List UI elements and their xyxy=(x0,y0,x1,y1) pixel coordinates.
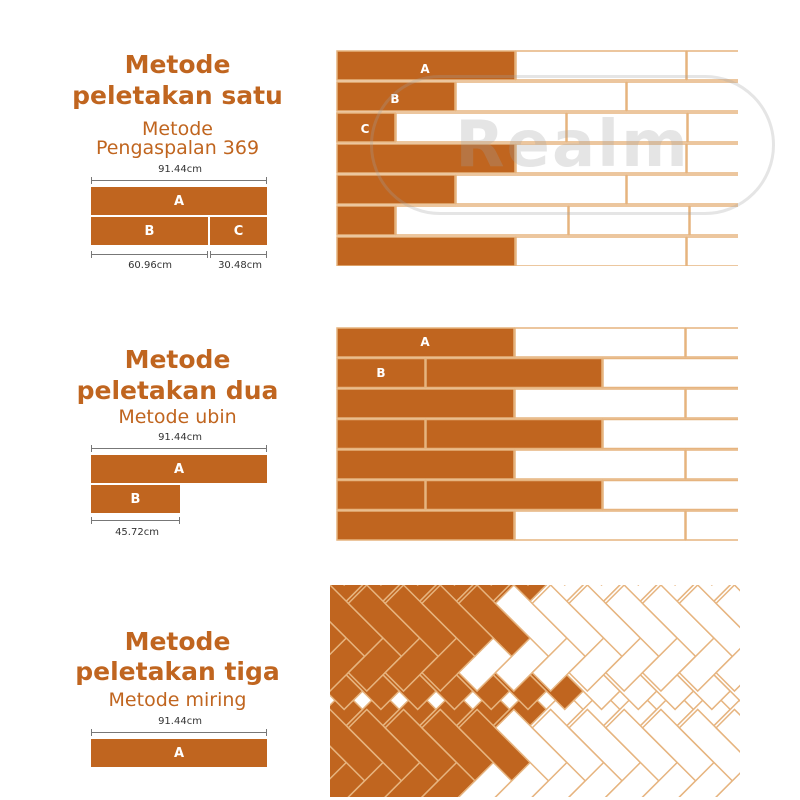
method2-dimline-total xyxy=(91,448,267,449)
white-tile xyxy=(396,206,568,235)
pattern2-label-a: A xyxy=(420,335,430,349)
method2-tile-b: B xyxy=(91,485,180,513)
brown-tile xyxy=(337,481,425,510)
realm-watermark-logo: Realm xyxy=(370,75,775,215)
method2-title-line1: Metode xyxy=(124,345,231,374)
method2-subtitle: Metode ubin xyxy=(118,406,237,428)
method1-dimline-total xyxy=(91,180,267,181)
white-tile xyxy=(516,144,686,173)
brown-tile xyxy=(337,144,515,173)
method1-dim-total: 91.44cm xyxy=(158,164,202,175)
white-tile xyxy=(686,328,738,357)
white-tile xyxy=(396,113,566,142)
white-tile xyxy=(603,420,738,449)
brown-tile xyxy=(337,389,514,418)
method1-dim-b: 60.96cm xyxy=(128,260,172,271)
white-tile xyxy=(516,51,686,80)
pattern1-label-c: C xyxy=(360,122,370,136)
method1-title-line1: Metode xyxy=(124,50,231,79)
white-tile xyxy=(627,82,738,111)
white-tile xyxy=(516,237,686,266)
method2-dim-total: 91.44cm xyxy=(158,432,202,443)
white-tile xyxy=(456,175,626,204)
method3-title-line2: peletakan tiga xyxy=(75,657,280,686)
white-tile xyxy=(687,237,738,266)
white-tile xyxy=(515,328,685,357)
method2-tile-a: A xyxy=(91,455,267,483)
method3-dimline-total xyxy=(91,732,267,733)
white-tile xyxy=(687,144,738,173)
method2-dim-b: 45.72cm xyxy=(115,527,159,538)
white-tile xyxy=(686,389,738,418)
method2-dimline-b xyxy=(91,520,180,521)
method1-tile-a: A xyxy=(91,187,267,215)
method2-title-line2: peletakan dua xyxy=(76,376,279,405)
method1-title-line2: peletakan satu xyxy=(72,81,283,110)
white-tile xyxy=(688,113,738,142)
brown-tile xyxy=(337,175,455,204)
brown-tile xyxy=(337,206,395,235)
method1-tile-b: B xyxy=(91,217,208,245)
white-tile xyxy=(515,511,685,540)
method3-title-line1: Metode xyxy=(124,627,231,656)
white-tile xyxy=(686,511,738,540)
method3-subtitle: Metode miring xyxy=(108,689,247,711)
pattern-369-diagram xyxy=(336,50,738,266)
white-tile xyxy=(603,481,738,510)
white-tile xyxy=(569,206,689,235)
white-tile xyxy=(690,206,738,235)
white-tile xyxy=(567,113,687,142)
pattern1-label-a: A xyxy=(420,62,430,76)
pattern-brick-diagram xyxy=(336,327,738,541)
brown-tile xyxy=(337,237,515,266)
brown-tile xyxy=(337,450,514,479)
white-tile xyxy=(456,82,626,111)
pattern-herringbone-diagram xyxy=(330,585,740,797)
brown-tile xyxy=(337,420,425,449)
method3-tile-a: A xyxy=(91,739,267,767)
pattern1-label-b: B xyxy=(390,92,400,106)
method1-dimline-b xyxy=(91,254,208,255)
brown-tile xyxy=(426,481,602,510)
pattern2-label-b: B xyxy=(376,366,386,380)
white-tile xyxy=(603,359,738,388)
white-tile xyxy=(686,450,738,479)
method1-dimline-c xyxy=(210,254,267,255)
method1-dim-c: 30.48cm xyxy=(218,260,262,271)
method1-subtitle-line1: Metode xyxy=(142,118,213,140)
brown-tile xyxy=(426,359,602,388)
white-tile xyxy=(687,51,738,80)
white-tile xyxy=(627,175,738,204)
method1-tile-c: C xyxy=(210,217,267,245)
white-tile xyxy=(515,450,685,479)
method1-subtitle-line2: Pengaspalan 369 xyxy=(95,137,260,159)
method3-dim-total: 91.44cm xyxy=(158,716,202,727)
brown-tile xyxy=(337,511,514,540)
brown-tile xyxy=(426,420,602,449)
white-tile xyxy=(515,389,685,418)
